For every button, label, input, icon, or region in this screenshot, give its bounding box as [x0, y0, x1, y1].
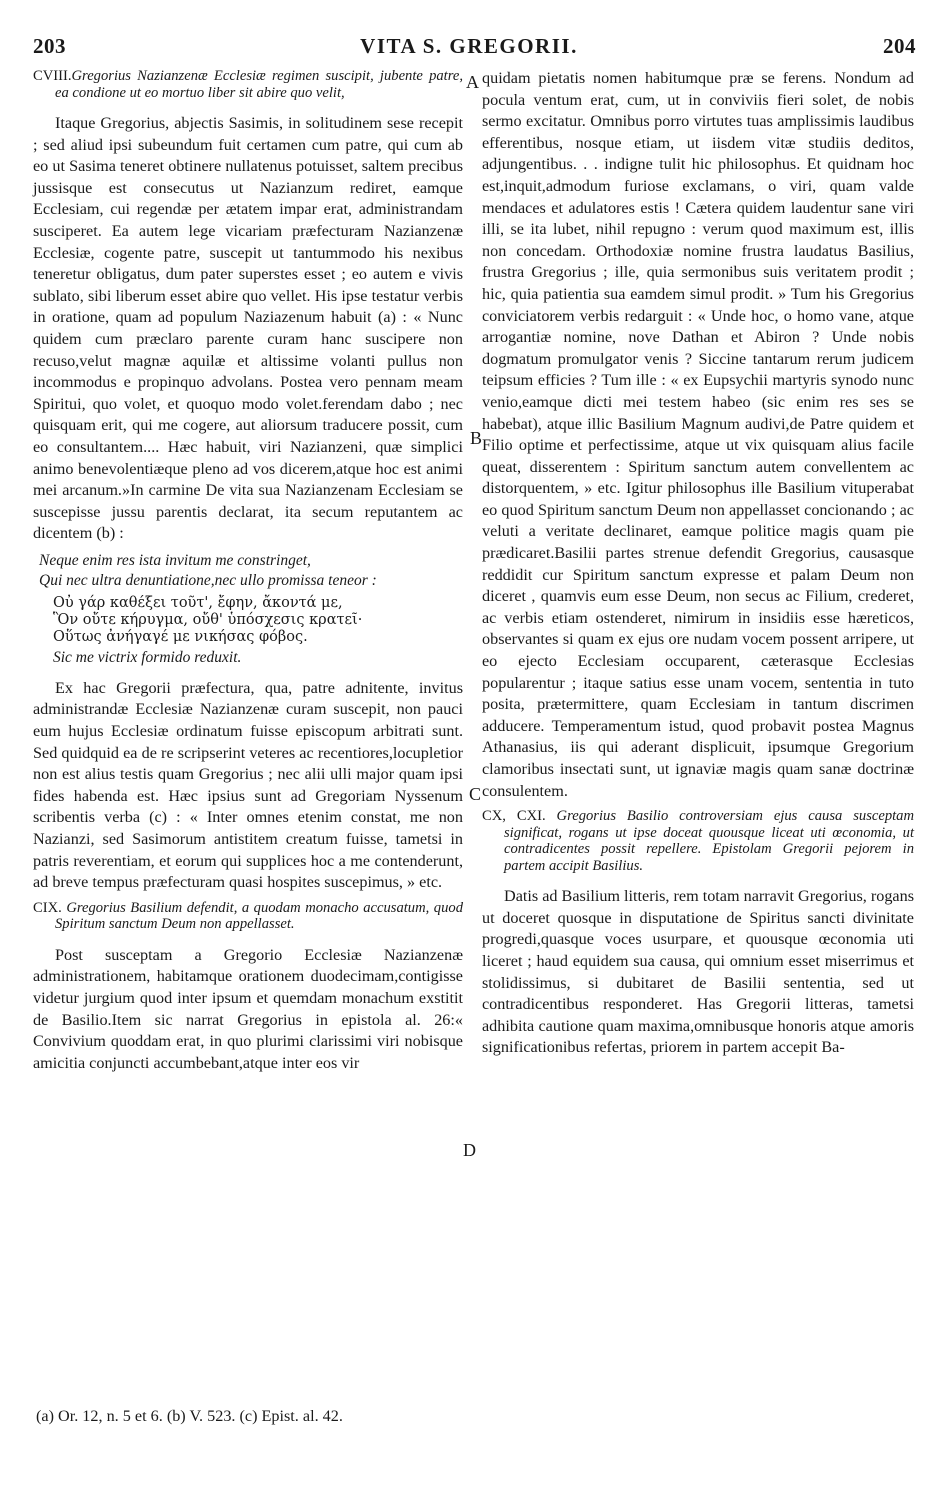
margin-letter-b: B [470, 428, 483, 448]
running-title: VITA S. GREGORII. [360, 34, 578, 58]
section-number-108: CVIII. [33, 68, 72, 84]
section-summary-109 [33, 900, 463, 933]
paragraph-right-2: Datis ad Basilium litteris, rem totam narravit Gregorius, rogans ut doceret quosque in disputatione de Spiritus sancti divinitate progredi,quasque voces usurpare, et quousque œconomia uti liceret ; haud equidem sua causa, qui omnium esset miserrimus et stolidissimus, si dubitaret de Basilii sententia, sed ut contradicentibus responderet. Has Gregorii litteras, tametsi adhibita cautione quam maxima,omnibusque honoris atque amoris significationibus refertas, priorem in partem accepit Ba- [482, 887, 914, 1057]
paragraph-left-3: Post susceptam a Gregorio Ecclesiæ Nazianzenæ administrationem, habitamque orationem duodecimam,contigisse videtur jurgium quod inter ipsum et quemdam monachum exstitit de Basilio.Item sic narrat Gregorius in epistola al. 26:« Convivium quoddam erat, in quo plurimi clarissimi viri nobisque amicitia conjuncti accumbebant,atque inter eos vir [33, 945, 463, 1072]
left-column [33, 68, 463, 1074]
greek-line-1: Οὐ γάρ καθέξει τοῦτ', ἔφην, ἄκοντά με, [53, 594, 343, 611]
paragraph-right-1: quidam pietatis nomen habitumque præ se ferens. Nondum ad pocula ventum erat, cum, ut in conviviis fieri solet, de nobis sermo excitatur. Omnibus porro virtutes tuas amplissimis laudibus efferentibus, nosque etiam, ut iisdem vitæ studiis deditos, adjungentibus. . . indigne tulit hic philosophus. Et quidnam hoc est,inquit,admodum furiose exclamans, o viri, quam valde mendaces et adulatores estis ! Cætera quidem laudentur sane viri illi, se ita lubet, nihil repugno : verum quod maximum est, illis non concedam. Orthodoxiæ nomine frustra laudatus Basilius, frustra Gregorius ; ille, quia sermonibus suis veritatem prodit ; hic, quia patientia sua eamdem simul prodit. » Tum his Gregorius conviciatorem verbis redarguit : « Unde hoc, o homo vane, atque arrogantiæ nomine, nove Dathan et Abiron ? Unde nobis dogmatum promulgator venis ? Siccine tantarum rerum judicem teipsum efficies ? Tum ille : « ex Eupsychii martyris synodo nunc venio,eamque dicti mei testem habeo (sic enim res ses se habebat), atque illic Basilium Magnum audivi,de Patre quidem et Filio optime et perfectissime, atque ut vix quisquam alius facile queat, disserentem : Spiritum sanctum autem convellentem ac distorquentem, » etc. Igitur philosophus ille Basilium vituperabat eo quod Spiritum sanctum Deum non appellasset concionando ; ac veluti a veritate declinaret, eamque politice magis quam pie prædicaret.Basilii partes strenue defendit Gregorius, causasque reddidit cur Spiritum sanctum expresse et palam Deum non diceret , quamvis eum esse Deum, non secus ac Filium, crederet, ac verbis etiam ostenderet, nimirum in insidiis esse hæreticos, observantes si quam ex ejus ore nudam vocem possent arripere, ut eo ejecto Ecclesiam occuparent, cæterasque Ecclesias popularentur ; itaque satius esse unam vocem, sententia in tuto posita, prætermittere, quam Ecclesiam in tantum discrimen adducere. Temperamentum istud, quod probavit postea Magnus Athanasius, iis qui aderant displicuit, ipsumque Gregorium clamoribus insectati sunt, ut ignaviæ magis quam sanæ doctrinæ consulentem. [482, 69, 914, 800]
margin-letter-c: C [469, 784, 482, 804]
right-column [482, 68, 914, 1059]
page-number-right: 204 [883, 34, 916, 58]
verse-line-2: Qui nec ultra denuntiatione,nec ullo promissa teneor : [39, 571, 377, 589]
summary-text-109: Gregorius Basilium defendit, a quodam monacho accusatum, quod Spiritum sanctum Deum non appellasset. [55, 899, 463, 933]
section-number-110: CX, CXI. [482, 808, 546, 825]
paragraph-left-1: Itaque Gregorius, abjectis Sasimis, in solitudinem sese recepit ; sed aliud ipsi subeundum fuit certamen cum patre, qui cum ab eo ut Sasima teneret obtinere nullatenus potuisset, saltem precibus jussisque est consecutus ut Nazianzum rediret, eamque Ecclesiam, cui regendæ per ætatem impar erat, administrandam susciperet. Ea autem lege vicariam præfecturam Nazianzenæ Ecclesiæ, cogente patre, suscepit ut tantummodo his nexibus teneretur obligatus, dum pater superstes esset ; eo autem e vivis sublato, sibi liberum esset abire quo vellet. His ipse testatur verbis in oratione, quam ad populum Naziazenum habuit (a) : « Nunc quidem cum præclaro parente curam hanc suscipere non recuso,velut magnæ aquilæ et altissime volanti pullus non incommodus e propinquo advolans. Postea vero pennam meam Spiritui, quo volet, et quoquo modo volet.ferendam dabo ; nec quisquam erit, qui me cogere, aut aliorsum traducere possit, cum eo consultantem.... Hæc habuit, viri Nazianzeni, quæ simplici animo benevolentiæque pleno ad vos dicerem,atque hoc est animi mei arcanum.»In carmine De vita sua Nazianzenam Ecclesiam se suscepisse jussu parentis declarat, ita secum reputantem ac dicentem (b) : [33, 114, 463, 543]
latin-verse [39, 551, 463, 591]
section-number-109: CIX. [33, 899, 62, 916]
verse-line-1: Neque enim res ista invitum me constringet, [39, 551, 311, 569]
paragraph-left-2: Ex hac Gregorii præfectura, qua, patre adnitente, invitus administrandæ Ecclesiæ Nazianzenæ curam suscepit, non pauci eum hujus Ecclesiæ ordinatum fuisse episcopum arbitrati sunt. Sed quidquid ea de re scripserint veteres ac recentiores,locupletior non est alius testis quam Gregorius ; nec alii ulli major quam ipsi fides habenda est. Hæc ipsius sunt ad Gregoriam Nyssenum scribentis verba (c) : « Inter omnes etenim constat, me non Nazianzi, sed Sasimorum antistitem creatum fuisse, tametsi in patris reverentiam, et eorum qui supplices hoc a me contenderunt, ad breve tempus præfecturam quasi hospites suscepimus, » etc. [33, 678, 463, 892]
margin-letter-a: A [466, 72, 479, 92]
greek-line-3: Οὕτως ἀνήγαγέ με νικήσας φόβος. [53, 628, 308, 645]
margin-letter-d: D [463, 1140, 476, 1160]
greek-line-2: Ὃν οὔτε κήρυγμα, οὔθ' ὑπόσχεσις κρατεῖ· [53, 611, 363, 628]
summary-text-110: Gregorius Basilio controversiam ejus causa susceptam significat, rogans ut ipse doceat quousque liceat uti œconomia, ut contradicentes possit repellere. Epistolam Gregorii pejorem in partem accipit Basilius. [504, 808, 915, 874]
page-number-left: 203 [33, 34, 66, 58]
summary-text-108: Gregorius Nazianzenæ Ecclesiæ regimen suscipit, jubente patre, ea condione ut eo mortuo liber sit abire quo velit, [55, 68, 463, 101]
verse-line-3: Sic me victrix formido reduxit. [53, 648, 242, 666]
section-summary-108 [33, 68, 463, 101]
greek-verse [53, 595, 463, 646]
section-summary-110 [482, 808, 914, 874]
footnotes: (a) Or. 12, n. 5 et 6. (b) V. 523. (c) Epist. al. 42. [36, 1407, 343, 1425]
